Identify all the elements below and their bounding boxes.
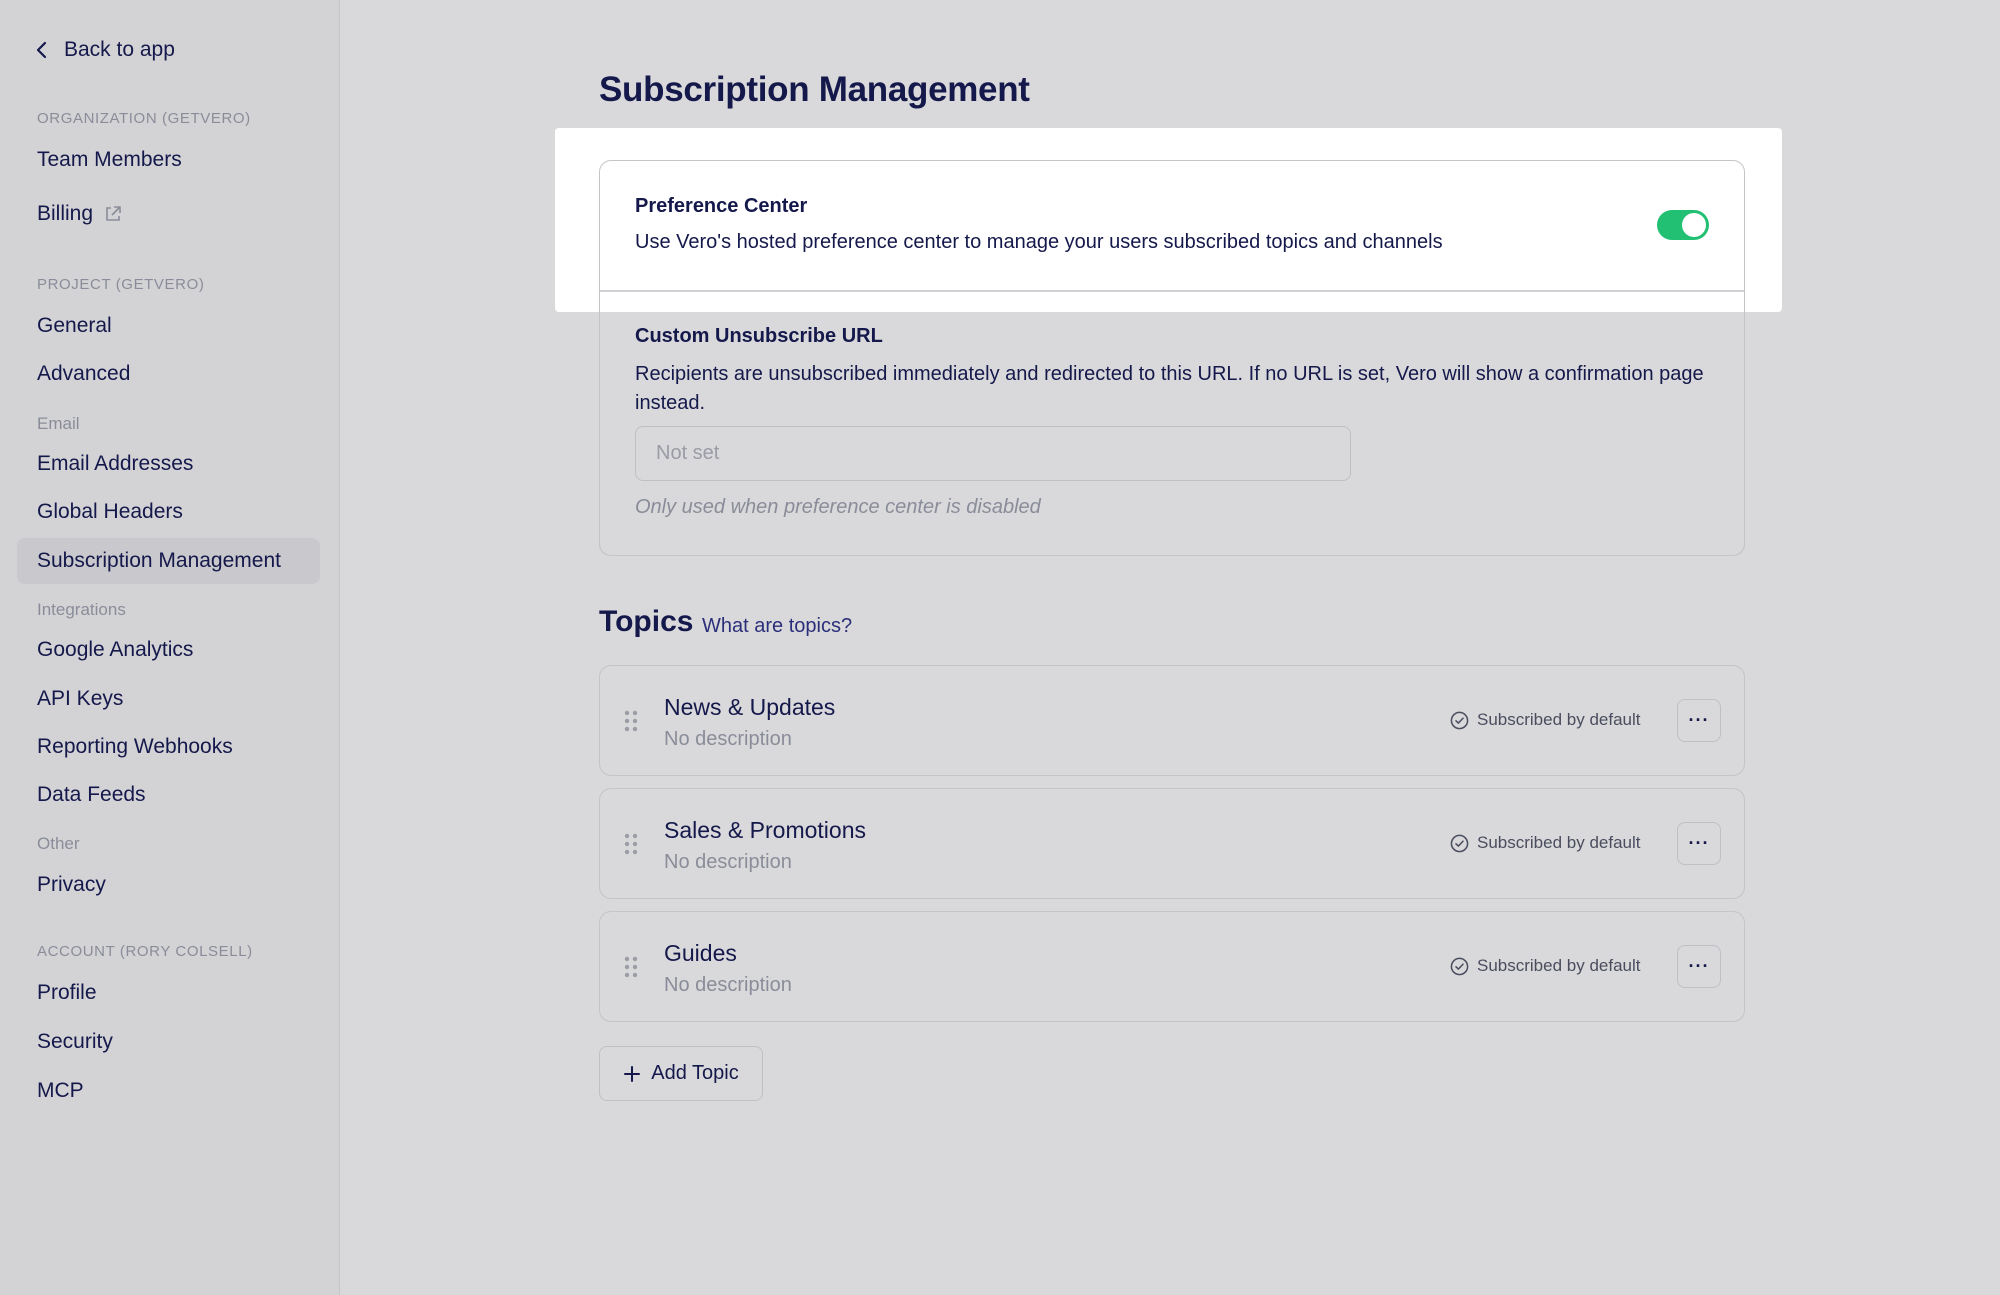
sidebar-item-mcp[interactable] [17,1068,320,1114]
topic-card [599,665,1745,776]
sidebar-item-data-feeds[interactable] [17,772,320,818]
custom-unsubscribe-title: Custom Unsubscribe URL [635,325,883,347]
topic-name: News & Updates [664,694,836,720]
topic-description: No description [664,728,792,750]
sidebar-item-label: MCP [37,1079,84,1102]
what-are-topics-link[interactable]: What are topics? [702,615,853,637]
sidebar-item-label: Subscription Management [37,549,281,572]
preference-center-toggle[interactable] [1657,210,1709,240]
sidebar-item-general[interactable] [17,303,320,349]
external-link-icon [103,204,123,224]
sidebar-item-label: Email Addresses [37,452,194,475]
drag-handle-icon[interactable] [624,956,638,978]
topic-more-button[interactable]: ··· [1677,699,1721,742]
sidebar-item-team-members[interactable] [17,137,320,183]
topic-card [599,911,1745,1022]
topic-card [599,788,1745,899]
sidebar-item-advanced[interactable] [17,351,320,397]
sidebar-item-profile[interactable] [17,970,320,1016]
subscribed-by-default-label: Subscribed by default [1477,710,1641,729]
back-to-app-link[interactable] [34,38,175,62]
sidebar-item-email-addresses[interactable] [17,441,320,487]
sidebar-item-label: Google Analytics [37,638,194,661]
sidebar-item-label: Profile [37,981,97,1004]
section-title-project: PROJECT (GETVERO) [37,276,205,293]
sidebar-item-global-headers[interactable] [17,489,320,535]
preference-center-description: Use Vero's hosted preference center to manage your users subscribed topics and channels [635,231,1443,253]
drag-handle-icon[interactable] [624,710,638,732]
check-circle-icon [1450,834,1469,853]
topic-more-button[interactable]: ··· [1677,945,1721,988]
toggle-knob [1682,213,1706,237]
add-topic-label: Add Topic [651,1062,739,1084]
subscribed-by-default-badge [1450,833,1641,853]
card-divider [600,290,1744,292]
topic-description: No description [664,974,792,996]
sidebar-item-subscription-management[interactable] [17,538,320,584]
sidebar-item-label: Privacy [37,873,106,896]
sidebar-item-label: Team Members [37,148,182,171]
drag-handle-icon[interactable] [624,833,638,855]
sidebar-item-label: Security [37,1030,113,1053]
topic-name: Guides [664,940,737,966]
sidebar [0,0,340,1295]
sidebar-item-label: General [37,314,112,337]
topic-name: Sales & Promotions [664,817,866,843]
page-title: Subscription Management [599,70,1030,109]
sidebar-item-label: Billing [37,202,94,225]
back-to-app-label: Back to app [64,38,175,61]
preference-center-title: Preference Center [635,195,808,217]
subscribed-by-default-label: Subscribed by default [1477,956,1641,975]
sidebar-item-security[interactable] [17,1019,320,1065]
topics-heading: Topics [599,605,694,638]
chevron-left-icon [34,40,50,60]
section-title-organization: ORGANIZATION (GETVERO) [37,110,251,127]
topic-description: No description [664,851,792,873]
sidebar-item-privacy[interactable] [17,862,320,908]
add-topic-button[interactable] [599,1046,763,1101]
topic-more-button[interactable]: ··· [1677,822,1721,865]
group-title-email: Email [37,414,80,433]
sidebar-item-billing[interactable] [17,191,320,237]
subscribed-by-default-label: Subscribed by default [1477,833,1641,852]
custom-unsubscribe-description: Recipients are unsubscribed immediately and redirected to this URL. If no URL is set, Vero will show a confirmation page instead. [635,363,1704,414]
check-circle-icon [1450,957,1469,976]
group-title-other: Other [37,834,80,853]
subscribed-by-default-badge [1450,710,1641,730]
sidebar-item-label: Data Feeds [37,783,146,806]
subscribed-by-default-badge [1450,956,1641,976]
custom-unsubscribe-hint: Only used when preference center is disabled [635,496,1041,518]
sidebar-item-label: Advanced [37,362,131,385]
sidebar-item-reporting-webhooks[interactable] [17,724,320,770]
sidebar-item-api-keys[interactable] [17,676,320,722]
group-title-integrations: Integrations [37,600,126,619]
sidebar-item-label: Reporting Webhooks [37,735,233,758]
check-circle-icon [1450,711,1469,730]
sidebar-item-label: Global Headers [37,500,183,523]
sidebar-item-google-analytics[interactable] [17,627,320,673]
custom-unsubscribe-url-input[interactable] [635,426,1351,481]
plus-icon [623,1065,641,1083]
sidebar-item-label: API Keys [37,687,124,710]
section-title-account: ACCOUNT (RORY COLSELL) [37,943,253,960]
